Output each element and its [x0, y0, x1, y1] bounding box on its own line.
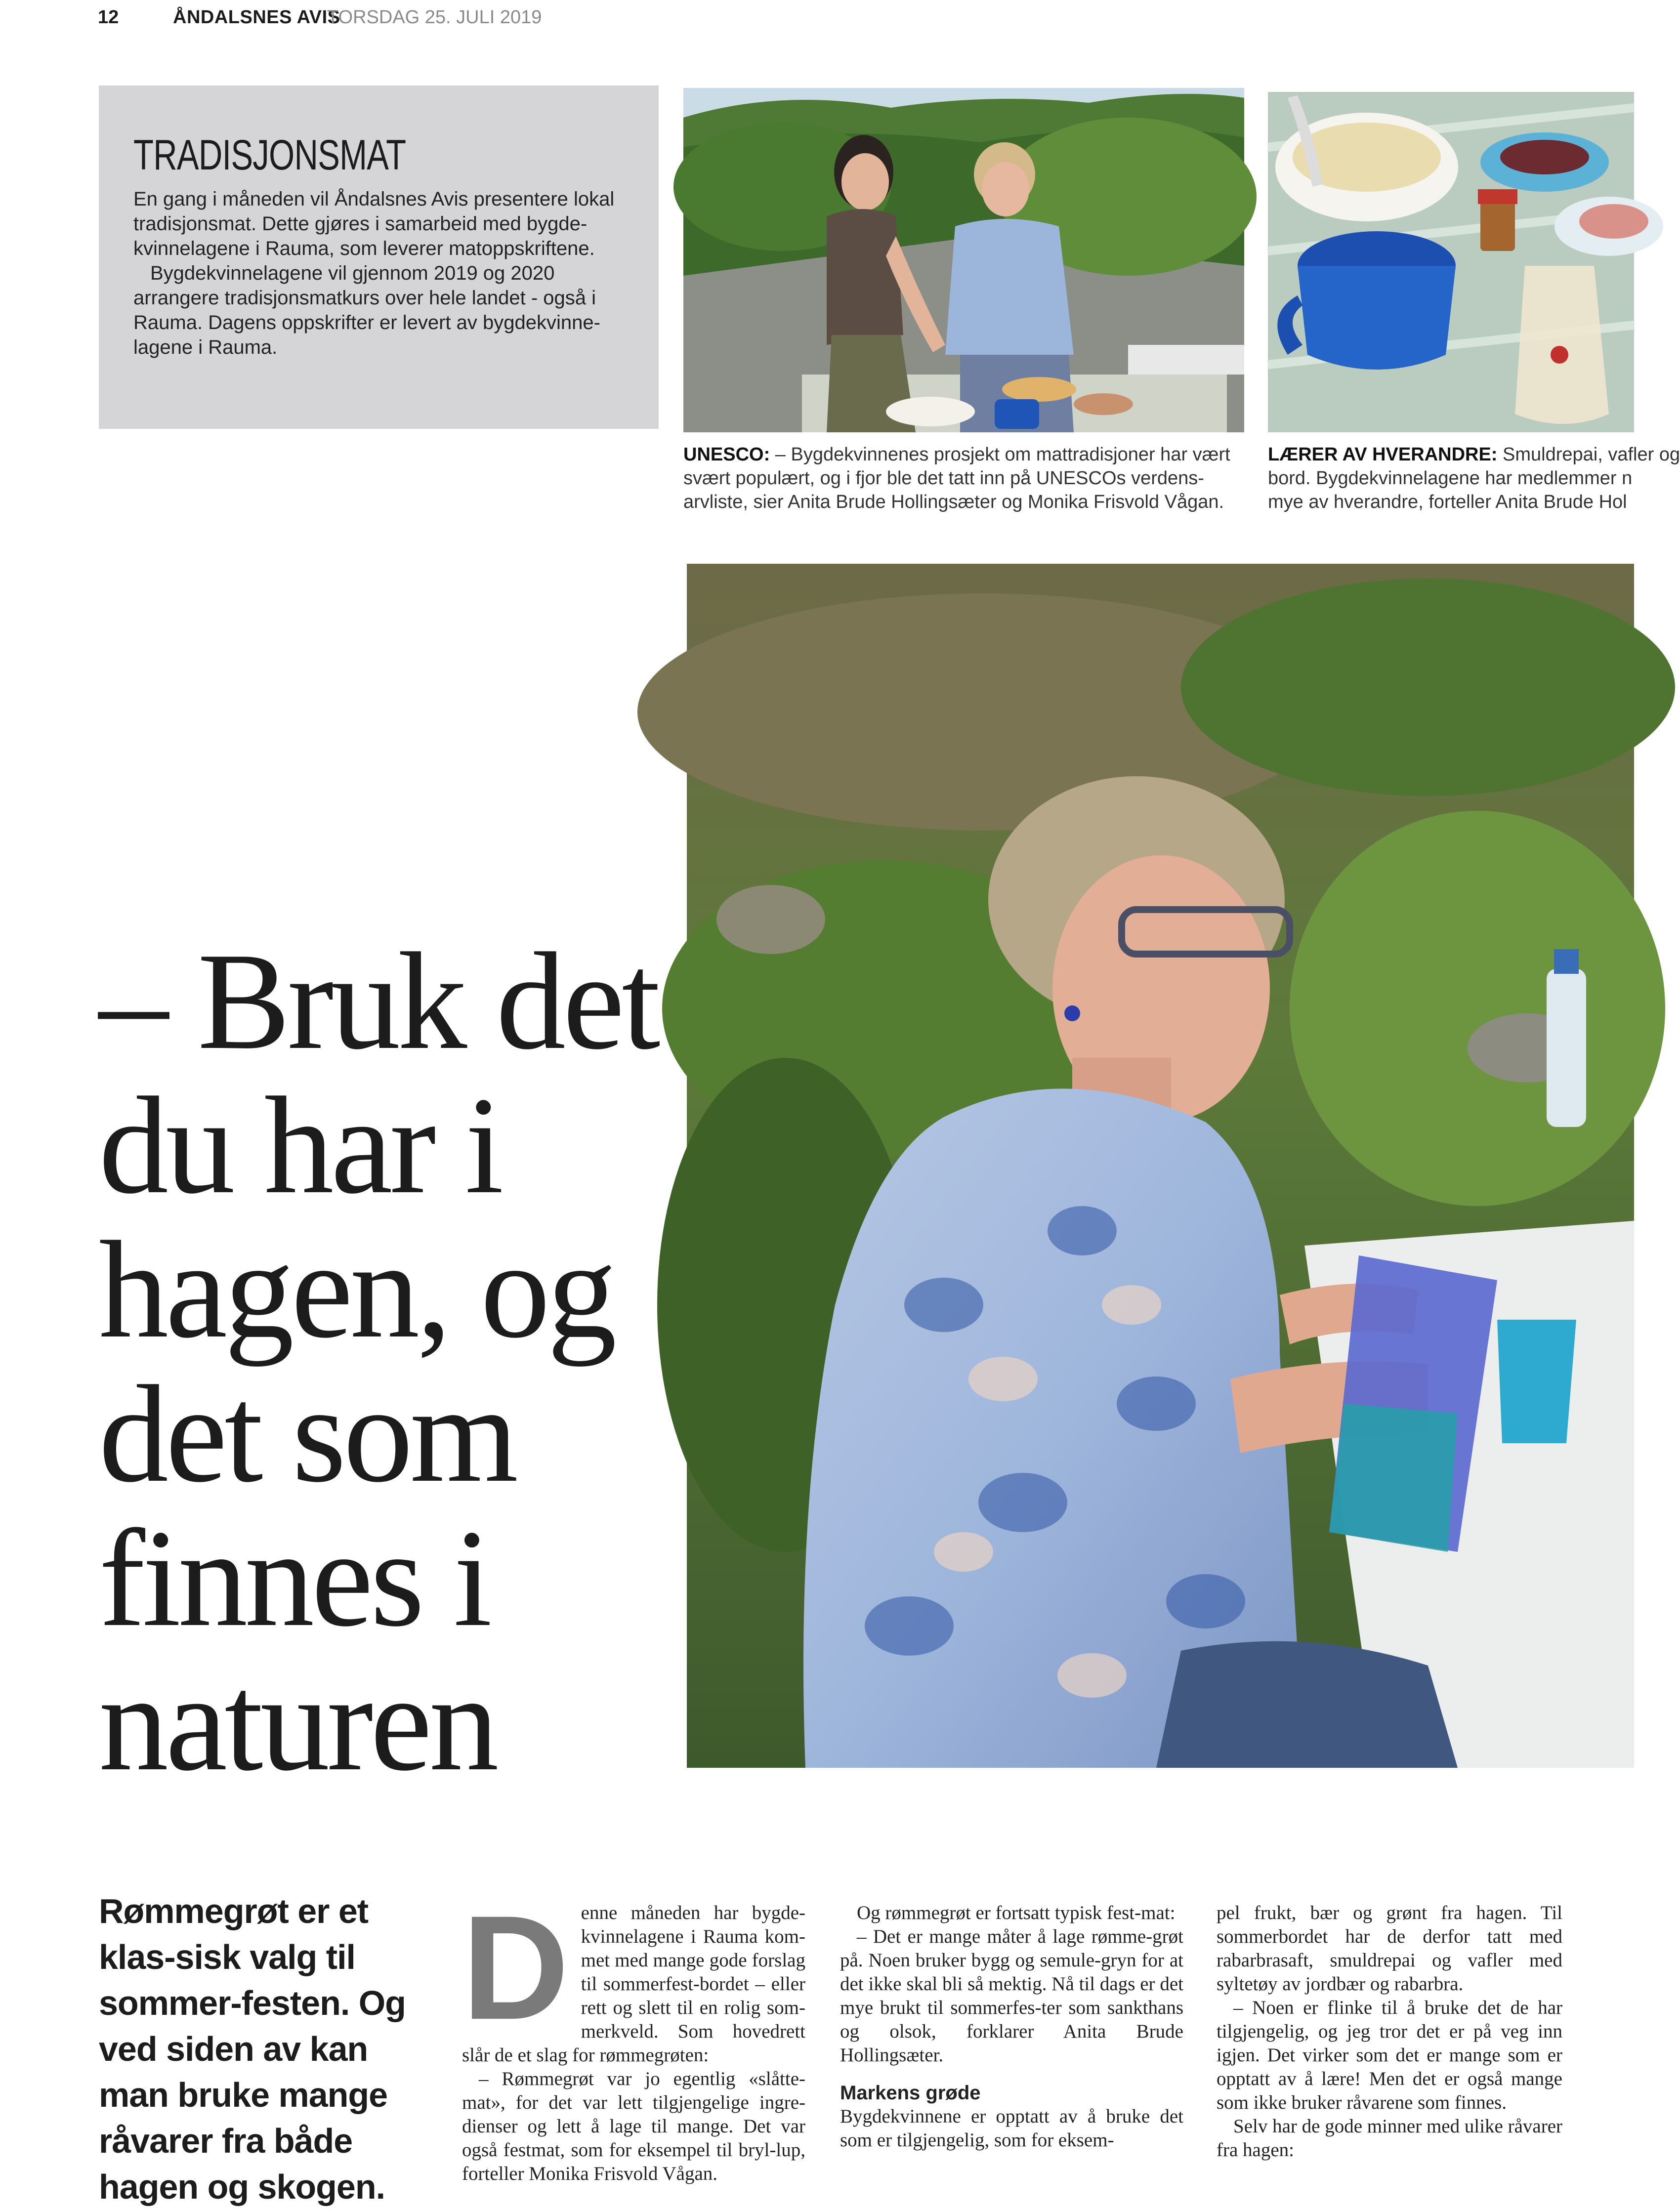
headline-line: naturen	[99, 1645, 496, 1799]
photo2-caption	[1268, 443, 1680, 514]
photo-table-with-food	[1268, 88, 1634, 432]
article-headline	[99, 924, 682, 1799]
headline-line: hagen, og	[99, 1212, 614, 1367]
photo-woman-pouring-drink	[687, 564, 1634, 1768]
article-paragraph: enne måneden har bygde-kvinnelagene i Rauma kom-met med mange gode forslag til sommerfest-bordet – eller rett og slett til en rolig som-merkveld. Som hovedrett slår de et slag for rømmegrøten:	[462, 1902, 805, 2066]
article-paragraph: – Det er mange måter å lage rømme-grøt på. Noen bruker bygg og semule-gryn for at det ikke skal bli så mektig. Nå til dags er det mye brukt til sommerfes-ter som sankthans og olsok, forklarer Anita Brude Hollingsæter.	[840, 1926, 1183, 2066]
headline-line: det som	[99, 1357, 516, 1511]
article-column-3	[1217, 1901, 1562, 2162]
article-column-2	[840, 1901, 1183, 2152]
factbox-title: TRADISJONSMAT	[133, 131, 406, 179]
caption-text: – Bygdekvinnenes prosjekt om mattradisjoner har vært svært populært, og i fjor ble det tatt inn på UNESCOs verdens-arvliste, sier Anita Brude Hollingsæter og Monika Frisvold Vågan.	[683, 444, 1230, 512]
article-lead: Rømmegrøt er et klas-sisk valg til sommer-festen. Og ved siden av kan man bruke mange råvarer fra både hagen og skogen.	[99, 1892, 406, 2206]
article-paragraph: Bygdekvinnene er opptatt av å bruke det som er tilgjengelig, som for eksem-	[840, 2106, 1183, 2151]
publication-date: TORSDAG 25. JULI 2019	[327, 7, 542, 28]
article-subhead: Markens grøde	[840, 2082, 981, 2104]
drop-cap: D	[462, 1884, 569, 2050]
caption-line	[1268, 443, 1680, 466]
photo-two-women-at-table	[683, 88, 1244, 432]
caption-label: LÆRER AV HVERANDRE:	[1268, 444, 1498, 465]
publication-name: ÅNDALSNES AVIS	[173, 7, 340, 28]
page-number: 12	[98, 7, 119, 28]
article-paragraph: Selv har de gode minner med ulike råvarer fra hagen:	[1217, 2116, 1562, 2161]
factbox	[99, 85, 659, 429]
article-paragraph: pel frukt, bær og grønt fra hagen. Til sommerbordet har de derfor tatt med rabarbrasaft, smuldrepai og vafler med syltetøy av jordbær og rabarbra.	[1217, 1902, 1562, 1995]
caption-line: mye av hverandre, forteller Anita Brude Hol	[1268, 492, 1627, 512]
article-paragraph: – Rømmegrøt var jo egentlig «slåtte-mat», for det var lett tilgjengelige ingre-dienser og lett å lage til mange. Det var også festmat, som for eksempel til bryl-lup, forteller Monika Frisvold Vågan.	[462, 2068, 805, 2184]
factbox-text	[133, 187, 624, 360]
factbox-paragraph: En gang i måneden vil Åndalsnes Avis presentere lokal tradisjonsmat. Dette gjøres i samarbeid med bygde-kvinnelagene i Rauma, som leverer matoppskriftene.	[133, 188, 615, 259]
article-column-1	[462, 1884, 805, 2186]
photo1-caption	[683, 443, 1244, 514]
headline-line: – Bruk det	[99, 924, 658, 1078]
factbox-paragraph: Bygdekvinnelagene vil gjennom 2019 og 2020 arrangere tradisjonsmatkurs over hele landet - også i Rauma. Dagens oppskrifter er levert av bygdekvinne-lagene i Rauma.	[133, 262, 600, 358]
article-paragraph: – Noen er flinke til å bruke det de har tilgjengelig, og jeg tror det er på veg inn igjen. Det virker som det er mange som er opptatt av å lære! Men det er også mange som ikke bruker råvarene som finnes.	[1217, 1997, 1562, 2113]
caption-label: UNESCO:	[683, 444, 770, 465]
article-paragraph: Og rømmegrøt er fortsatt typisk fest-mat:	[857, 1902, 1176, 1923]
headline-line: finnes i	[99, 1501, 490, 1655]
headline-line: du har i	[99, 1068, 501, 1222]
caption-line: bord. Bygdekvinnelagene har medlemmer n	[1268, 468, 1633, 489]
caption-text: Smuldrepai, vafler og	[1497, 444, 1680, 465]
